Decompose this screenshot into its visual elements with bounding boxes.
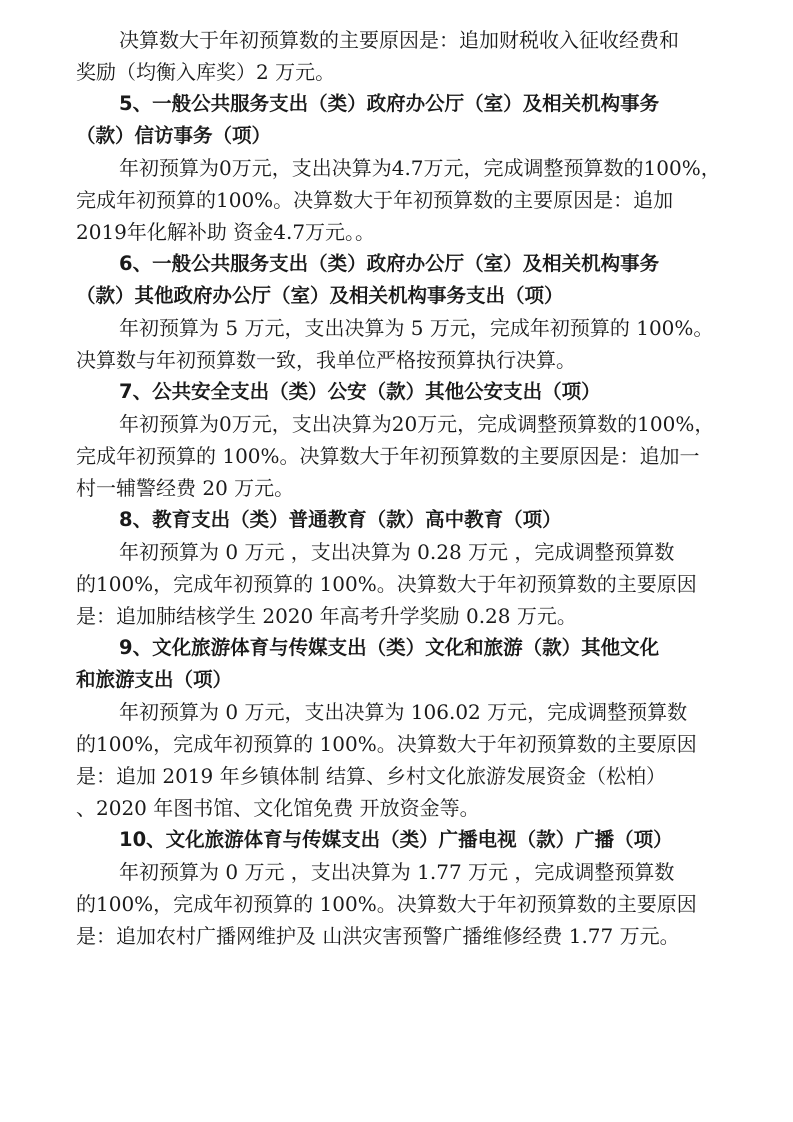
paragraph-line: 的100%，完成年初预算的 100%。决算数大于年初预算数的主要原因 (76, 892, 697, 916)
paragraph-line: 年初预算为 0 万元 ，支出决算为 0.28 万元 ，完成调整预算数 (119, 540, 675, 564)
paragraph-line: 村一辅警经费 20 万元。 (76, 476, 295, 500)
paragraph-line: 是：追加 2019 年乡镇体制 结算、乡村文化旅游发展资金（松柏） (76, 764, 666, 788)
section-heading: 6、一般公共服务支出（类）政府办公厅（室）及相关机构事务 (119, 252, 660, 275)
paragraph-line: 完成年初预算的100%。决算数大于年初预算数的主要原因是：追加 (76, 188, 674, 212)
paragraph-line: 完成年初预算的 100%。决算数大于年初预算数的主要原因是：追加一 (76, 444, 700, 468)
paragraph-line: 奖励（均衡入库奖）2 万元。 (76, 60, 336, 84)
paragraph-line: 年初预算为 0 万元 ，支出决算为 1.77 万元 ，完成调整预算数 (119, 860, 675, 884)
section-heading: 9、文化旅游体育与传媒支出（类）文化和旅游（款）其他文化 (119, 636, 660, 659)
section-heading: 8、教育支出（类）普通教育（款）高中教育（项） (119, 508, 562, 531)
document-page (76, 24, 726, 952)
paragraph-line: 决算数大于年初预算数的主要原因是：追加财税收入征收经费和 (119, 28, 679, 52)
paragraph-line: 的100%，完成年初预算的 100%。决算数大于年初预算数的主要原因 (76, 572, 697, 596)
paragraph-line: 2019年化解补助 资金4.7万元。。 (76, 220, 376, 244)
paragraph-line: 年初预算为 0 万元，支出决算为 106.02 万元，完成调整预算数 (119, 700, 688, 724)
section-heading: 和旅游支出（项） (76, 668, 233, 691)
paragraph-line: 是：追加农村广播网维护及 山洪灾害预警广播维修经费 1.77 万元。 (76, 924, 680, 948)
section-heading: 10、文化旅游体育与传媒支出（类）广播电视（款）广播（项） (119, 828, 673, 851)
paragraph-line: 的100%，完成年初预算的 100%。决算数大于年初预算数的主要原因 (76, 732, 697, 756)
paragraph-line: 年初预算为0万元，支出决算为4.7万元，完成调整预算数的100%， (119, 156, 721, 180)
paragraph-line: 是：追加肺结核学生 2020 年高考升学奖励 0.28 万元。 (76, 604, 577, 628)
section-heading: （款）信访事务（项） (76, 124, 272, 147)
paragraph-line: 决算数与年初预算数一致，我单位严格按预算执行决算。 (76, 348, 576, 372)
paragraph-line: 年初预算为 5 万元，支出决算为 5 万元，完成年初预算的 100%。 (119, 316, 714, 340)
section-heading: 7、公共安全支出（类）公安（款）其他公安支出（项） (119, 380, 601, 403)
paragraph-line: 年初预算为0万元，支出决算为20万元，完成调整预算数的100%， (119, 412, 715, 436)
section-heading: 5、一般公共服务支出（类）政府办公厅（室）及相关机构事务 (119, 92, 660, 115)
section-heading: （款）其他政府办公厅（室）及相关机构事务支出（项） (76, 284, 564, 307)
paragraph-line: 、2020 年图书馆、文化馆免费 开放资金等。 (76, 796, 480, 820)
